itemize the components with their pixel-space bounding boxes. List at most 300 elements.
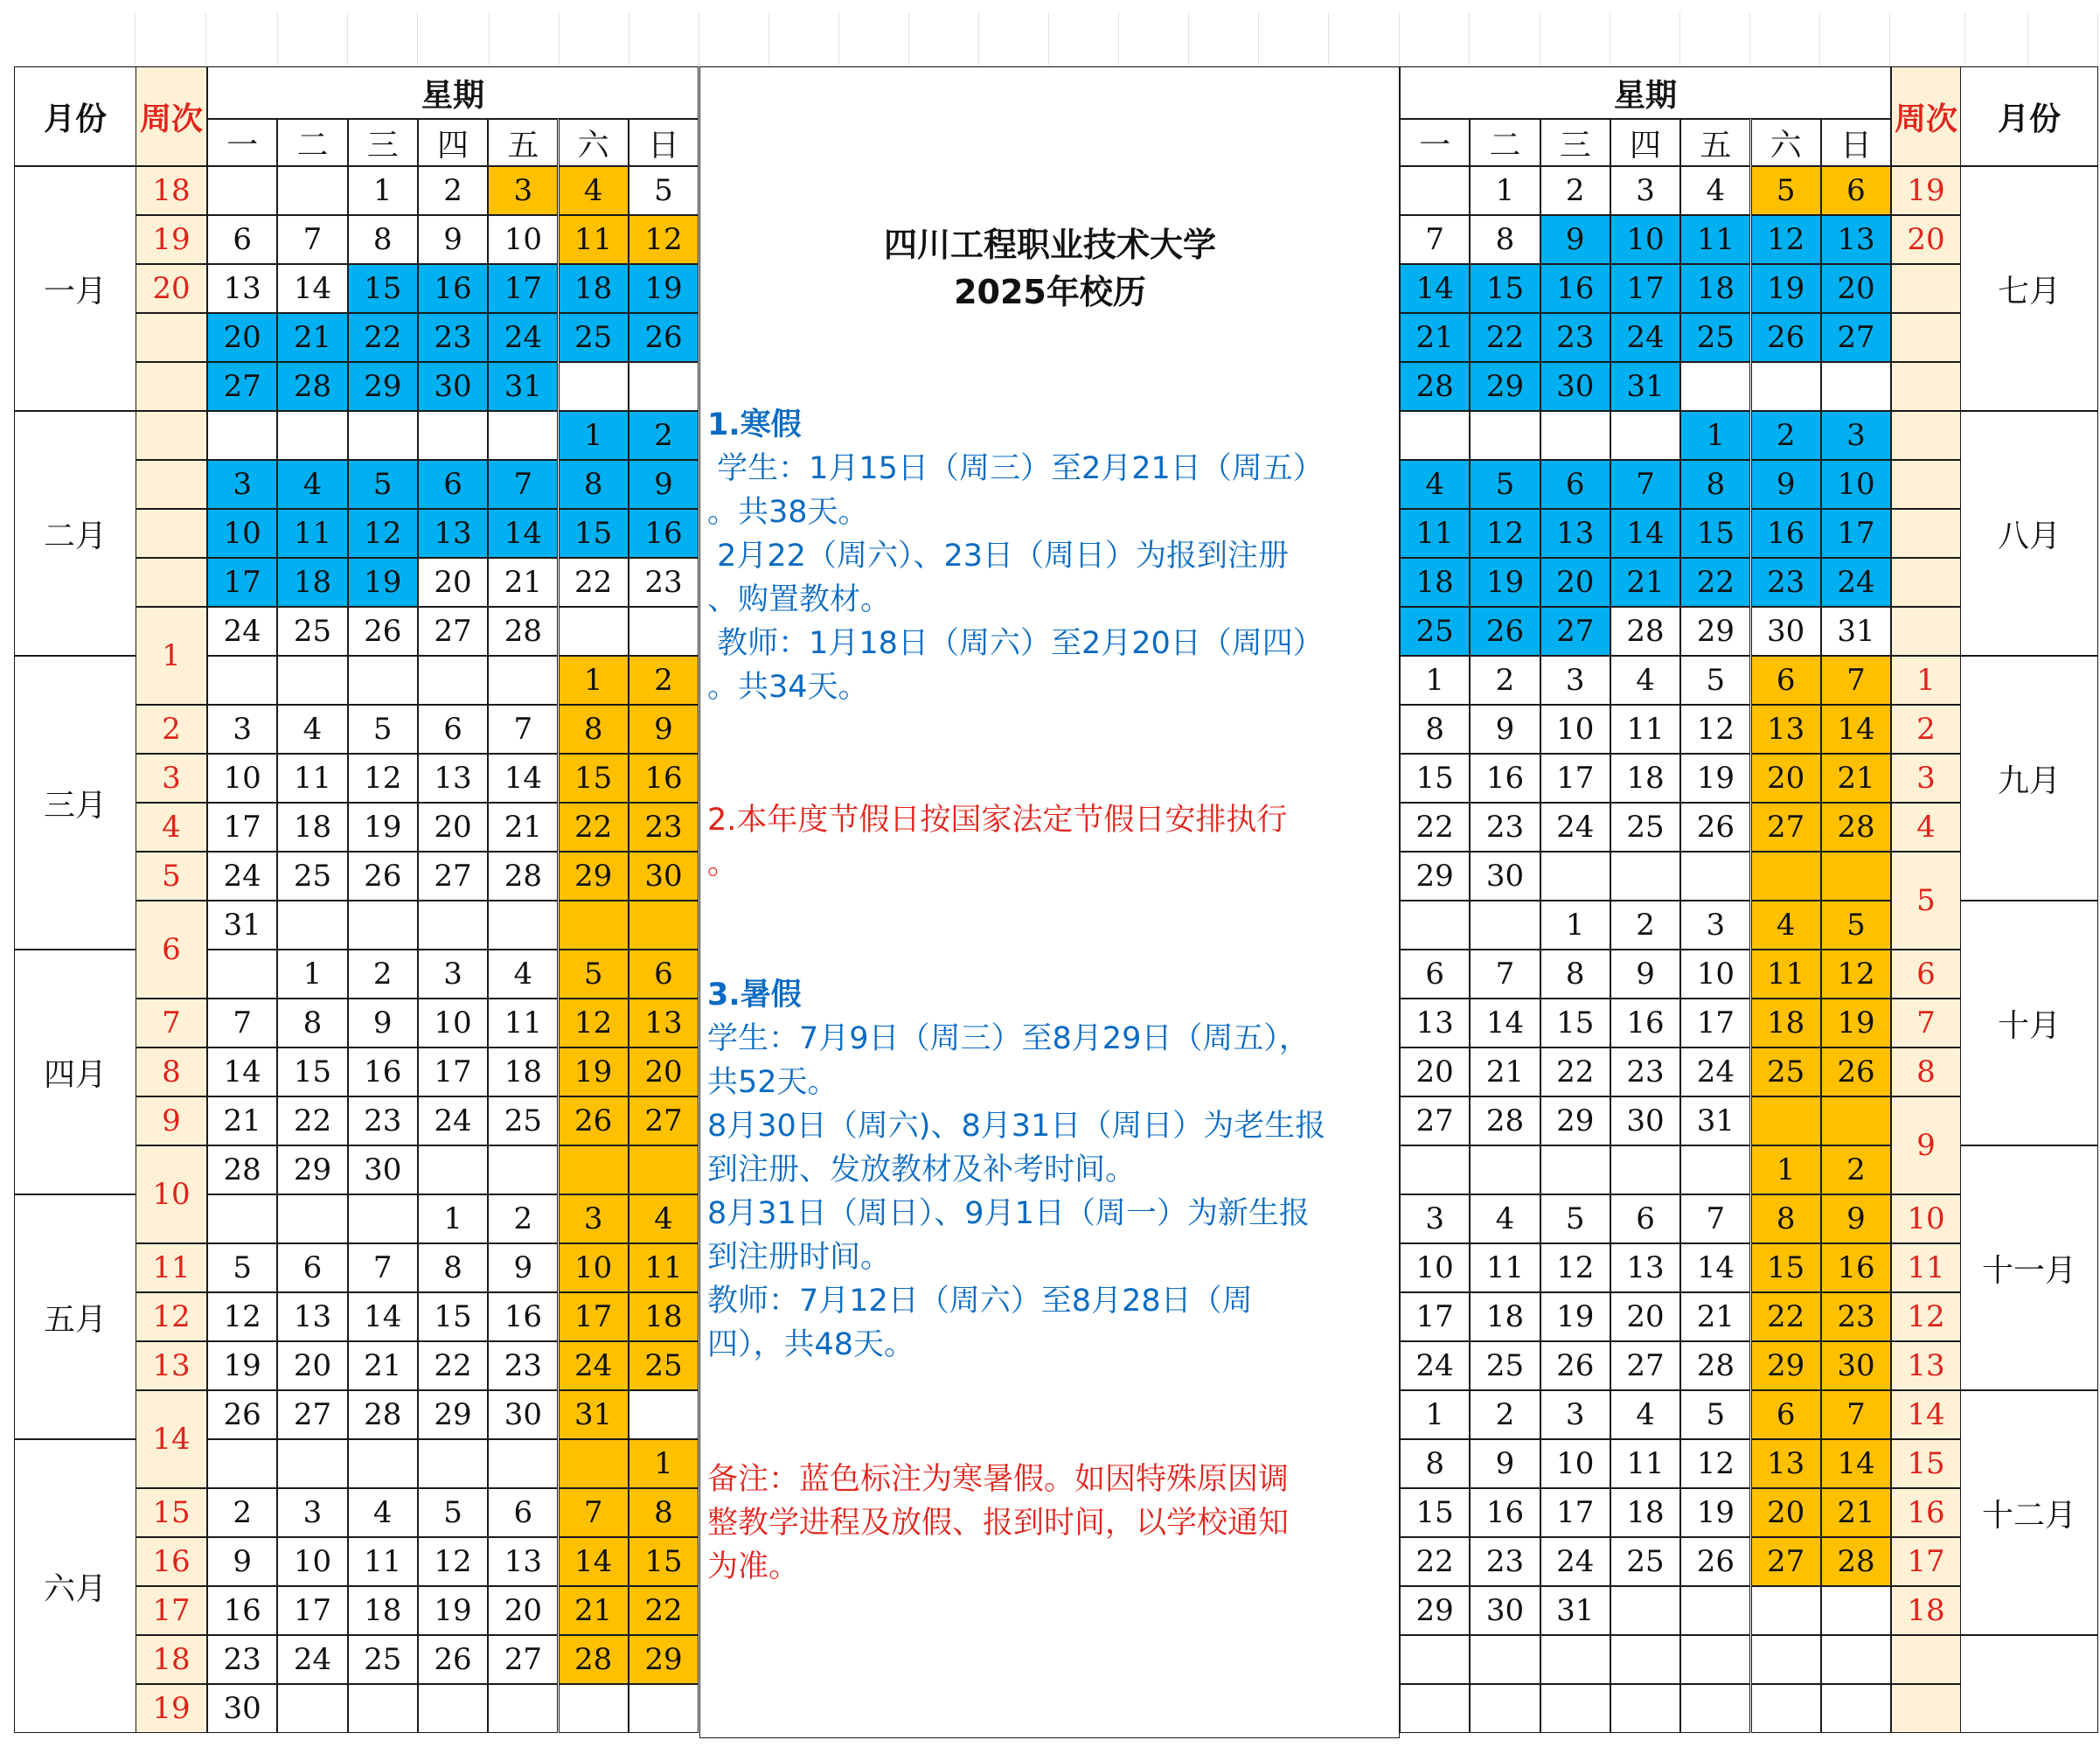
left-day-cell: 19: [348, 558, 418, 607]
left-day-cell: 14: [559, 1537, 629, 1586]
right-day-cell: 19: [1821, 999, 1891, 1048]
left-week-number: 11: [136, 1243, 207, 1292]
left-day-cell: 12: [348, 754, 418, 803]
left-day-cell: [418, 656, 488, 705]
left-day-cell: 9: [207, 1537, 277, 1586]
left-day-cell: 3: [277, 1488, 347, 1537]
left-day-cell: 13: [277, 1292, 347, 1341]
right-week-number: [1891, 264, 1961, 313]
right-day-cell: [1751, 1586, 1821, 1635]
right-day-cell: 23: [1540, 313, 1610, 362]
right-day-cell: 30: [1821, 1341, 1891, 1390]
right-day-cell: 28: [1680, 1341, 1750, 1390]
left-day-cell: 28: [348, 1390, 418, 1439]
left-day-cell: 14: [488, 509, 558, 558]
left-day-cell: 29: [348, 362, 418, 411]
right-week-number: [1891, 1635, 1961, 1684]
left-day-cell: 23: [348, 1096, 418, 1145]
left-week-number: [136, 558, 207, 607]
left-weekday-2: 二: [277, 119, 347, 166]
left-day-cell: 25: [348, 1635, 418, 1684]
right-day-cell: 14: [1470, 999, 1540, 1048]
left-day-cell: 21: [488, 558, 558, 607]
right-day-cell: 26: [1540, 1341, 1610, 1390]
right-day-cell: 5: [1470, 460, 1540, 509]
left-day-cell: 22: [418, 1341, 488, 1390]
left-day-cell: 29: [277, 1145, 347, 1194]
left-day-cell: [277, 656, 347, 705]
right-day-cell: [1680, 1635, 1750, 1684]
right-day-cell: 6: [1540, 460, 1610, 509]
left-day-cell: 7: [559, 1488, 629, 1537]
right-day-cell: [1680, 1145, 1750, 1194]
left-day-cell: 25: [277, 852, 347, 901]
right-week-number: 6: [1891, 950, 1961, 999]
right-day-cell: [1540, 1145, 1610, 1194]
left-day-cell: 7: [277, 215, 347, 264]
left-day-cell: 20: [418, 803, 488, 852]
winter-break-title: 1.寒假: [707, 407, 802, 442]
right-day-cell: 22: [1540, 1048, 1610, 1096]
left-day-cell: 18: [629, 1292, 699, 1341]
right-weekday-3: 三: [1540, 119, 1610, 166]
right-month-6: 十二月: [1960, 1390, 2098, 1635]
right-week-number: 14: [1891, 1390, 1961, 1439]
left-day-cell: 27: [207, 362, 277, 411]
right-day-cell: [1400, 1635, 1470, 1684]
left-day-cell: 27: [418, 607, 488, 656]
left-week-number: 13: [136, 1341, 207, 1390]
left-day-cell: 9: [418, 215, 488, 264]
right-day-cell: 8: [1400, 1439, 1470, 1488]
left-day-cell: 3: [207, 705, 277, 754]
left-day-cell: 4: [277, 460, 347, 509]
right-day-cell: [1610, 852, 1680, 901]
left-day-cell: 1: [348, 166, 418, 215]
left-day-cell: 13: [418, 509, 488, 558]
right-day-cell: 13: [1751, 705, 1821, 754]
left-day-cell: 12: [418, 1537, 488, 1586]
left-day-cell: 4: [629, 1194, 699, 1243]
left-week-number: 18: [136, 1635, 207, 1684]
right-day-cell: 12: [1680, 705, 1750, 754]
right-day-cell: 26: [1751, 313, 1821, 362]
left-week-number: 9: [136, 1096, 207, 1145]
left-day-cell: 17: [207, 558, 277, 607]
right-day-cell: 22: [1400, 803, 1470, 852]
right-day-cell: 27: [1821, 313, 1891, 362]
right-day-cell: 12: [1540, 1243, 1610, 1292]
left-month-5: 五月: [14, 1194, 136, 1439]
right-day-cell: [1400, 901, 1470, 950]
left-day-cell: 11: [629, 1243, 699, 1292]
left-day-cell: [488, 1145, 558, 1194]
right-week-number: 10: [1891, 1194, 1961, 1243]
right-day-cell: 9: [1470, 1439, 1540, 1488]
left-day-cell: 15: [559, 754, 629, 803]
right-day-cell: 31: [1680, 1096, 1750, 1145]
summer-old-student-registration: 8月30日（周六)、8月31日（周日）为老生报 到注册、发放教材及补考时间。: [707, 1109, 1326, 1187]
winter-break-students: 学生：1月15日（周三）至2月21日（周五） 。共38天。: [707, 451, 1324, 530]
left-week-number: [136, 411, 207, 460]
left-day-cell: 24: [277, 1635, 347, 1684]
right-day-cell: 24: [1680, 1048, 1750, 1096]
right-day-cell: 1: [1400, 656, 1470, 705]
winter-break-teachers: 教师：1月18日（周六）至2月20日（周四） 。共34天。: [707, 626, 1324, 705]
left-day-cell: 3: [418, 950, 488, 999]
right-day-cell: 23: [1751, 558, 1821, 607]
left-day-cell: 10: [277, 1537, 347, 1586]
left-day-cell: 23: [488, 1341, 558, 1390]
right-day-cell: 15: [1470, 264, 1540, 313]
right-day-cell: 31: [1610, 362, 1680, 411]
right-day-cell: 5: [1680, 656, 1750, 705]
left-month-6: 六月: [14, 1439, 136, 1733]
right-day-cell: 22: [1470, 313, 1540, 362]
left-week-number: 6: [136, 901, 207, 999]
right-week-number: 5: [1891, 852, 1961, 950]
right-day-cell: 7: [1821, 656, 1891, 705]
right-week-number: 20: [1891, 215, 1961, 264]
right-day-cell: 28: [1821, 803, 1891, 852]
left-day-cell: 12: [348, 509, 418, 558]
left-day-cell: 23: [629, 803, 699, 852]
left-day-cell: [348, 656, 418, 705]
left-day-cell: [418, 411, 488, 460]
left-day-cell: [488, 1439, 558, 1488]
right-week-number: 8: [1891, 1048, 1961, 1096]
right-month-7: [1960, 1635, 2098, 1733]
left-week-number: 7: [136, 999, 207, 1048]
right-day-cell: [1610, 1145, 1680, 1194]
left-day-cell: 2: [348, 950, 418, 999]
left-month-header: 月份: [14, 66, 136, 166]
right-week-number: 1: [1891, 656, 1961, 705]
left-day-cell: 8: [277, 999, 347, 1048]
right-day-cell: 24: [1540, 803, 1610, 852]
left-day-cell: 8: [559, 705, 629, 754]
right-month-3: 九月: [1960, 656, 2098, 901]
left-day-cell: 4: [277, 705, 347, 754]
left-week-number: [136, 509, 207, 558]
left-day-cell: [348, 411, 418, 460]
left-day-cell: [629, 901, 699, 950]
right-day-cell: 7: [1470, 950, 1540, 999]
right-day-cell: 16: [1540, 264, 1610, 313]
left-day-cell: 9: [348, 999, 418, 1048]
left-day-cell: [348, 1439, 418, 1488]
right-day-cell: 4: [1610, 656, 1680, 705]
left-week-number: 16: [136, 1537, 207, 1586]
left-day-cell: 21: [488, 803, 558, 852]
left-weekday-3: 三: [348, 119, 418, 166]
left-day-cell: 24: [418, 1096, 488, 1145]
left-day-cell: 20: [418, 558, 488, 607]
right-day-cell: 28: [1400, 362, 1470, 411]
right-day-cell: [1540, 852, 1610, 901]
right-day-cell: 30: [1470, 1586, 1540, 1635]
right-day-cell: [1610, 1586, 1680, 1635]
remark-note: 备注：蓝色标注为寒暑假。如因特殊原因调 整教学进程及放假、报到时间，以学校通知 为准。: [707, 1462, 1290, 1584]
left-day-cell: 23: [418, 313, 488, 362]
right-week-number: [1891, 313, 1961, 362]
right-day-cell: [1680, 852, 1750, 901]
right-day-cell: 25: [1400, 607, 1470, 656]
right-week-number: 19: [1891, 166, 1961, 215]
left-day-cell: 9: [488, 1243, 558, 1292]
right-day-cell: 16: [1610, 999, 1680, 1048]
right-week-number: [1891, 607, 1961, 656]
right-day-cell: 22: [1680, 558, 1750, 607]
right-day-cell: 30: [1470, 852, 1540, 901]
right-day-cell: 29: [1400, 1586, 1470, 1635]
left-day-cell: [629, 1390, 699, 1439]
right-day-cell: 18: [1610, 754, 1680, 803]
left-day-cell: 11: [488, 999, 558, 1048]
left-day-cell: [277, 411, 347, 460]
right-day-cell: 14: [1610, 509, 1680, 558]
left-day-cell: 9: [629, 460, 699, 509]
right-month-2: 八月: [1960, 411, 2098, 656]
right-day-cell: 6: [1751, 656, 1821, 705]
left-day-cell: 22: [277, 1096, 347, 1145]
right-day-cell: 11: [1680, 215, 1750, 264]
right-day-cell: [1821, 1684, 1891, 1733]
left-day-cell: [488, 411, 558, 460]
left-day-cell: 21: [277, 313, 347, 362]
left-day-cell: 27: [418, 852, 488, 901]
right-day-cell: 26: [1821, 1048, 1891, 1096]
right-week-number: 17: [1891, 1537, 1961, 1586]
left-day-cell: [348, 1684, 418, 1733]
left-day-cell: 30: [629, 852, 699, 901]
right-day-cell: 12: [1751, 215, 1821, 264]
left-day-cell: 12: [207, 1292, 277, 1341]
right-day-cell: 20: [1751, 754, 1821, 803]
left-week-header: 周次: [136, 66, 207, 166]
right-day-cell: 2: [1821, 1145, 1891, 1194]
left-day-cell: 14: [348, 1292, 418, 1341]
right-day-cell: 4: [1400, 460, 1470, 509]
left-day-cell: [559, 607, 629, 656]
right-day-cell: [1470, 1684, 1540, 1733]
right-day-cell: 30: [1610, 1096, 1680, 1145]
right-day-cell: 3: [1540, 1390, 1610, 1439]
right-day-cell: 13: [1540, 509, 1610, 558]
left-day-cell: 31: [207, 901, 277, 950]
right-week-number: 11: [1891, 1243, 1961, 1292]
right-day-cell: 13: [1610, 1243, 1680, 1292]
left-day-cell: 8: [348, 215, 418, 264]
right-day-cell: [1821, 1635, 1891, 1684]
right-day-cell: 17: [1540, 754, 1610, 803]
left-day-cell: 18: [348, 1586, 418, 1635]
right-day-cell: 23: [1470, 1537, 1540, 1586]
left-day-cell: 20: [207, 313, 277, 362]
left-day-cell: 24: [207, 852, 277, 901]
right-day-cell: 7: [1821, 1390, 1891, 1439]
left-day-cell: 11: [348, 1537, 418, 1586]
left-month-1: 一月: [14, 166, 136, 411]
right-week-number: 18: [1891, 1586, 1961, 1635]
right-day-cell: 21: [1821, 754, 1891, 803]
right-day-cell: 11: [1470, 1243, 1540, 1292]
left-day-cell: [418, 1145, 488, 1194]
left-day-cell: [488, 1684, 558, 1733]
right-day-cell: 5: [1821, 901, 1891, 950]
left-day-cell: 6: [207, 215, 277, 264]
right-day-cell: 6: [1751, 1390, 1821, 1439]
left-day-cell: 15: [418, 1292, 488, 1341]
right-day-cell: 10: [1680, 950, 1750, 999]
right-day-cell: 14: [1821, 705, 1891, 754]
right-day-cell: 24: [1610, 313, 1680, 362]
left-day-cell: 17: [277, 1586, 347, 1635]
left-week-number: 8: [136, 1048, 207, 1096]
left-weekday-5: 五: [488, 119, 558, 166]
right-day-cell: 13: [1400, 999, 1470, 1048]
left-day-cell: 2: [418, 166, 488, 215]
left-week-number: 20: [136, 264, 207, 313]
right-day-cell: 4: [1610, 1390, 1680, 1439]
right-day-cell: 31: [1821, 607, 1891, 656]
right-day-cell: 15: [1400, 754, 1470, 803]
left-day-cell: [277, 166, 347, 215]
left-day-cell: 29: [559, 852, 629, 901]
left-day-cell: [559, 362, 629, 411]
right-day-cell: 19: [1680, 754, 1750, 803]
right-week-number: 9: [1891, 1096, 1961, 1194]
right-week-number: [1891, 558, 1961, 607]
right-day-cell: 20: [1751, 1488, 1821, 1537]
left-day-cell: 2: [488, 1194, 558, 1243]
right-day-cell: 18: [1680, 264, 1750, 313]
left-day-cell: 12: [559, 999, 629, 1048]
right-day-cell: 26: [1470, 607, 1540, 656]
right-day-cell: 11: [1610, 705, 1680, 754]
right-day-cell: 2: [1610, 901, 1680, 950]
right-day-cell: 29: [1540, 1096, 1610, 1145]
left-day-cell: 21: [207, 1096, 277, 1145]
right-day-cell: 1: [1540, 901, 1610, 950]
left-day-cell: 30: [488, 1390, 558, 1439]
left-day-cell: 25: [488, 1096, 558, 1145]
right-day-cell: 13: [1751, 1439, 1821, 1488]
right-day-cell: 12: [1680, 1439, 1750, 1488]
left-day-cell: 28: [488, 852, 558, 901]
left-day-cell: 4: [559, 166, 629, 215]
right-day-cell: 20: [1821, 264, 1891, 313]
left-weekday-title: 星期: [207, 66, 699, 119]
right-day-cell: 11: [1751, 950, 1821, 999]
left-week-number: 3: [136, 754, 207, 803]
right-day-cell: 3: [1680, 901, 1750, 950]
left-day-cell: 23: [207, 1635, 277, 1684]
left-day-cell: [207, 1194, 277, 1243]
right-day-cell: 14: [1821, 1439, 1891, 1488]
right-day-cell: [1470, 1635, 1540, 1684]
right-day-cell: 2: [1751, 411, 1821, 460]
right-day-cell: 10: [1610, 215, 1680, 264]
left-day-cell: 6: [629, 950, 699, 999]
right-day-cell: 17: [1680, 999, 1750, 1048]
left-day-cell: 19: [559, 1048, 629, 1096]
right-day-cell: 10: [1540, 705, 1610, 754]
right-day-cell: 16: [1751, 509, 1821, 558]
right-day-cell: 27: [1610, 1341, 1680, 1390]
left-day-cell: 2: [629, 656, 699, 705]
left-day-cell: 9: [629, 705, 699, 754]
right-day-cell: 27: [1540, 607, 1610, 656]
right-day-cell: 3: [1821, 411, 1891, 460]
school-title: 四川工程职业技术大学: [883, 226, 1216, 264]
left-week-number: 19: [136, 1684, 207, 1733]
left-day-cell: 26: [348, 852, 418, 901]
left-day-cell: 2: [207, 1488, 277, 1537]
right-day-cell: 21: [1470, 1048, 1540, 1096]
right-day-cell: 20: [1540, 558, 1610, 607]
left-day-cell: 18: [277, 803, 347, 852]
left-day-cell: 7: [488, 460, 558, 509]
left-day-cell: 16: [629, 509, 699, 558]
right-week-number: 13: [1891, 1341, 1961, 1390]
right-day-cell: 9: [1470, 705, 1540, 754]
left-day-cell: 16: [348, 1048, 418, 1096]
right-day-cell: 5: [1540, 1194, 1610, 1243]
right-day-cell: 21: [1610, 558, 1680, 607]
right-week-number: 7: [1891, 999, 1961, 1048]
right-weekday-2: 二: [1470, 119, 1540, 166]
right-day-cell: [1821, 1586, 1891, 1635]
right-day-cell: 12: [1470, 509, 1540, 558]
right-day-cell: [1751, 362, 1821, 411]
left-day-cell: 23: [629, 558, 699, 607]
right-day-cell: 10: [1821, 460, 1891, 509]
left-day-cell: 19: [418, 1586, 488, 1635]
right-day-cell: 6: [1821, 166, 1891, 215]
left-week-number: [136, 362, 207, 411]
left-day-cell: 31: [488, 362, 558, 411]
left-day-cell: [207, 656, 277, 705]
right-day-cell: 16: [1470, 1488, 1540, 1537]
right-day-cell: 7: [1610, 460, 1680, 509]
right-day-cell: 23: [1610, 1048, 1680, 1096]
right-day-cell: 28: [1821, 1537, 1891, 1586]
right-day-cell: 5: [1751, 166, 1821, 215]
left-day-cell: 28: [207, 1145, 277, 1194]
left-day-cell: 29: [418, 1390, 488, 1439]
right-day-cell: [1470, 1145, 1540, 1194]
right-month-header: 月份: [1960, 66, 2098, 166]
left-month-4: 四月: [14, 950, 136, 1194]
right-day-cell: [1680, 1586, 1750, 1635]
right-day-cell: 22: [1751, 1292, 1821, 1341]
right-week-number: 15: [1891, 1439, 1961, 1488]
left-day-cell: 26: [348, 607, 418, 656]
right-day-cell: [1400, 411, 1470, 460]
right-day-cell: [1540, 1684, 1610, 1733]
right-day-cell: 1: [1400, 1390, 1470, 1439]
right-day-cell: 11: [1610, 1439, 1680, 1488]
left-day-cell: 10: [559, 1243, 629, 1292]
right-day-cell: 10: [1400, 1243, 1470, 1292]
left-day-cell: 5: [629, 166, 699, 215]
right-day-cell: [1821, 1096, 1891, 1145]
right-day-cell: 15: [1400, 1488, 1470, 1537]
left-day-cell: 5: [348, 705, 418, 754]
right-week-number: 2: [1891, 705, 1961, 754]
left-day-cell: 15: [277, 1048, 347, 1096]
